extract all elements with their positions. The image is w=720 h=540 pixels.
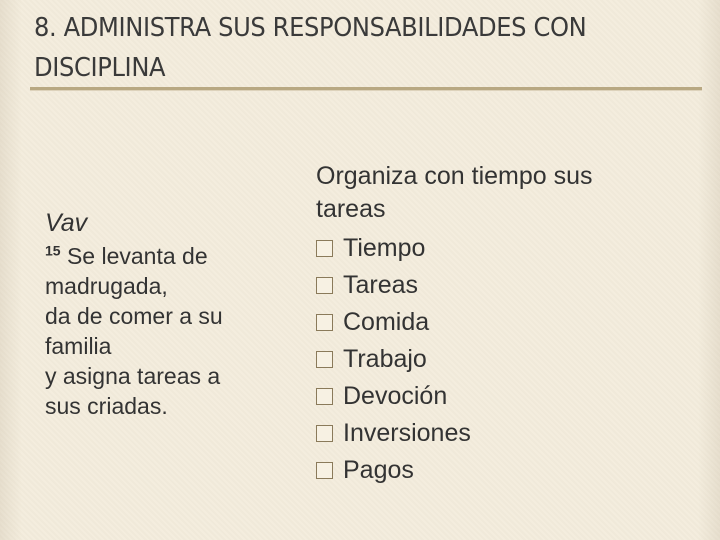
verse-line-1	[45, 241, 295, 271]
square-bullet-icon	[316, 388, 333, 405]
list-item-tiempo	[316, 230, 696, 267]
list-item-tareas	[316, 267, 696, 304]
list-item-label: Trabajo	[343, 345, 427, 373]
list-item-label: Comida	[343, 308, 430, 336]
verse-heading: Vav	[45, 209, 88, 237]
verse-block	[45, 205, 295, 421]
list-item-comida	[316, 304, 696, 341]
square-bullet-icon	[316, 240, 333, 257]
title-divider-shadow	[30, 90, 702, 91]
list-item-trabajo	[316, 341, 696, 378]
verse-line-3: da de comer a su	[45, 303, 223, 329]
verse-line-5: y asigna tareas a	[45, 363, 221, 389]
square-bullet-icon	[316, 277, 333, 294]
square-bullet-icon	[316, 314, 333, 331]
task-list-block	[316, 160, 696, 489]
verse-line-2: madrugada,	[45, 273, 168, 299]
list-item-label: Devoción	[343, 382, 448, 410]
square-bullet-icon	[316, 351, 333, 368]
task-list	[316, 230, 696, 489]
list-item-devocion	[316, 378, 696, 415]
list-item-inversiones	[316, 415, 696, 452]
list-item-pagos	[316, 452, 696, 489]
list-item-label: Pagos	[343, 456, 414, 484]
left-edge-shade	[0, 0, 22, 540]
right-edge-shade	[698, 0, 720, 540]
verse-line-6: sus criadas.	[45, 393, 168, 419]
square-bullet-icon	[316, 425, 333, 442]
slide-title: 8. ADMINISTRA SUS RESPONSABILIDADES CON DISCIPLINA	[34, 13, 587, 83]
verse-line-4: familia	[45, 333, 112, 359]
verse-text-1: Se levanta de	[60, 243, 208, 269]
list-item-label: Inversiones	[343, 419, 471, 447]
square-bullet-icon	[316, 462, 333, 479]
list-item-label: Tiempo	[343, 234, 426, 262]
task-list-intro: Organiza con tiempo sus tareas	[316, 162, 593, 223]
list-item-label: Tareas	[343, 271, 419, 299]
verse-number: 15	[45, 242, 61, 259]
